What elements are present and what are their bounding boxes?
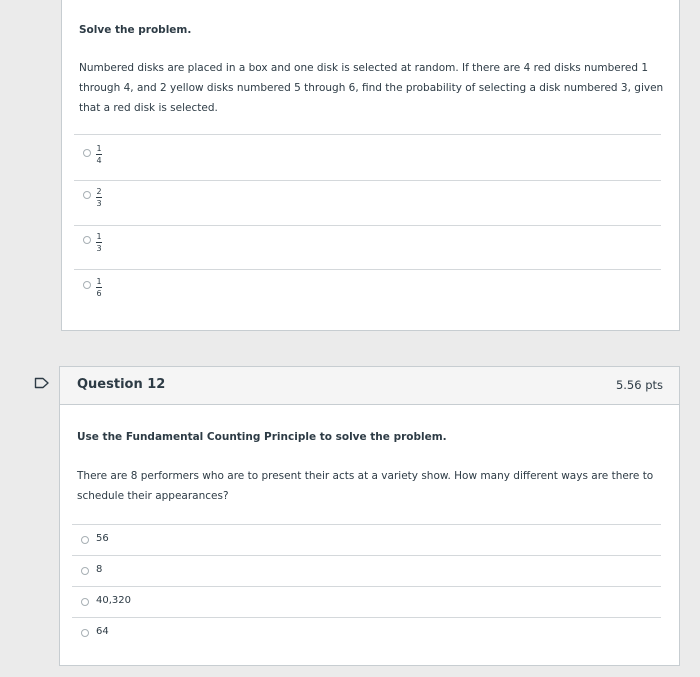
answer-option-3[interactable] (62, 225, 679, 269)
fraction (96, 277, 102, 298)
fraction-denominator: 4 (96, 156, 102, 165)
fraction-numerator: 1 (96, 144, 102, 153)
answer-option-4[interactable] (62, 269, 679, 319)
radio-button-icon[interactable] (81, 536, 89, 544)
fraction-bar (96, 197, 102, 198)
answer-label: 8 (96, 564, 103, 575)
question-12-points: 5.56 pts (615, 378, 663, 392)
radio-button-icon[interactable] (81, 629, 89, 637)
answer-option-1[interactable] (60, 524, 679, 555)
question-12-instruction: Use the Fundamental Counting Principle to solve the problem. (77, 431, 447, 443)
question-12-header (60, 367, 679, 405)
answer-label: 56 (96, 533, 109, 544)
question-12-text: There are 8 performers who are to present their acts at a variety show. How many different ways are there to schedule their appearances? (77, 470, 654, 502)
fraction-denominator: 3 (96, 199, 102, 208)
answer-option-4[interactable] (60, 617, 679, 648)
radio-button-icon[interactable] (81, 598, 89, 606)
radio-button-icon[interactable] (81, 567, 89, 575)
flag-question-icon[interactable] (34, 377, 50, 389)
fraction (96, 144, 102, 165)
question-12-title: Question 12 (77, 377, 166, 392)
question-12-card (59, 366, 680, 666)
radio-button-icon[interactable] (83, 281, 91, 289)
answer-option-3[interactable] (60, 586, 679, 617)
fraction-denominator: 6 (96, 289, 102, 298)
fraction-numerator: 1 (96, 232, 102, 241)
radio-button-icon[interactable] (83, 236, 91, 244)
answer-label: 40,320 (96, 595, 131, 606)
answer-option-2[interactable] (62, 180, 679, 225)
radio-button-icon[interactable] (83, 191, 91, 199)
question-11-card (61, 0, 680, 331)
fraction-denominator: 3 (96, 244, 102, 253)
answer-option-1[interactable] (62, 134, 679, 180)
question-11-text: Numbered disks are placed in a box and one disk is selected at random. If there are 4 red disks numbered 1 through 4, and 2 yellow disks numbered 5 through 6, find the probability of selecting a disk numbered 3, given that a red disk is selected. (79, 62, 664, 114)
radio-button-icon[interactable] (83, 149, 91, 157)
fraction (96, 187, 102, 208)
fraction-numerator: 1 (96, 277, 102, 286)
answer-option-2[interactable] (60, 555, 679, 586)
question-11-instruction: Solve the problem. (79, 24, 192, 36)
fraction-bar (96, 287, 102, 288)
fraction (96, 232, 102, 253)
fraction-numerator: 2 (96, 187, 102, 196)
fraction-bar (96, 242, 102, 243)
fraction-bar (96, 154, 102, 155)
answer-label: 64 (96, 626, 109, 637)
